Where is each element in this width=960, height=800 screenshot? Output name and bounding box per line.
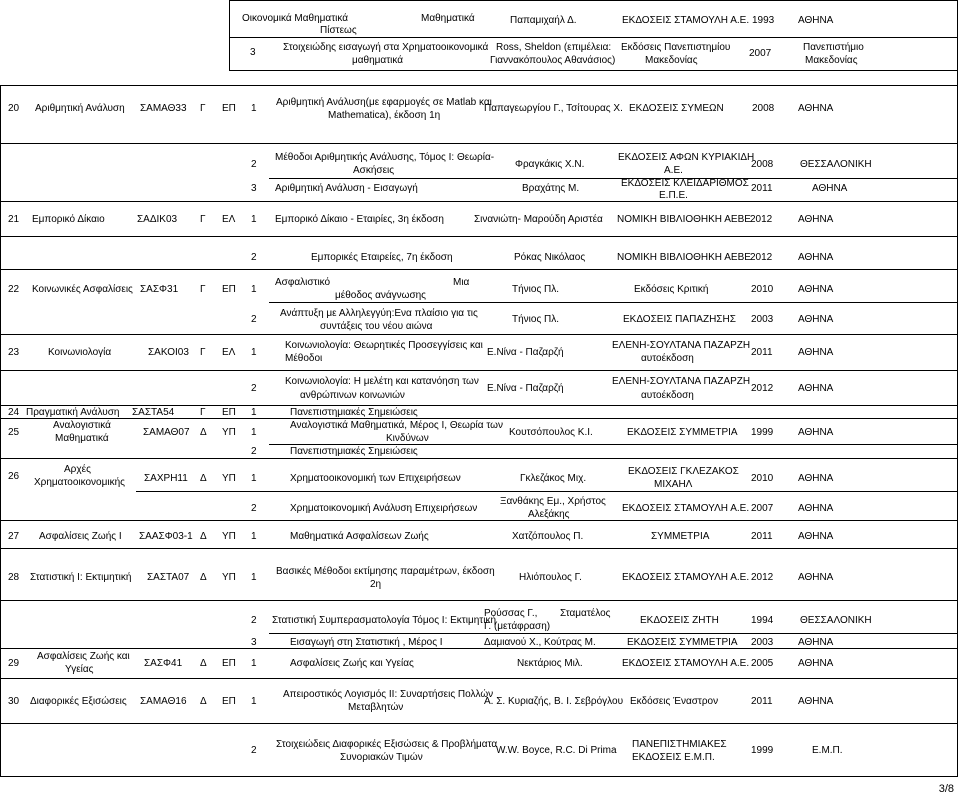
course-category: Δ: [200, 473, 207, 484]
course-name: Αριθμητική Ανάλυση: [35, 103, 125, 114]
book-author: Σινανιώτη- Μαρούδη Αριστέα: [474, 214, 603, 225]
book-year: 1999: [751, 745, 774, 756]
row-divider: [269, 178, 957, 179]
book-title: Χρηματοοικονομική των Επιχειρήσεων: [290, 473, 461, 484]
course-category: Δ: [200, 572, 207, 583]
book-author: Ξανθάκης Εμ., Χρήστος: [500, 496, 606, 507]
row-divider: [0, 85, 957, 86]
book-title: Κοινωνιολογία: Θεωρητικές Προσεγγίσεις και: [285, 340, 483, 351]
course-index: 23: [8, 347, 20, 358]
book-year: 1994: [751, 615, 774, 626]
book-author: Ε.Νίνα - Παζαρζή: [487, 383, 564, 394]
book-author: Ρούσσας Γ.,: [484, 608, 538, 619]
book-city: ΑΘΗΝΑ: [798, 658, 834, 669]
column-divider: [0, 85, 1, 777]
book-number: 2: [251, 159, 257, 170]
row-divider: [0, 370, 957, 371]
book-city: ΑΘΗΝΑ: [798, 383, 834, 394]
book-city: ΑΘΗΝΑ: [798, 347, 834, 358]
course-index: 29: [8, 658, 20, 669]
book-year: 2008: [752, 103, 775, 114]
book-city: ΑΘΗΝΑ: [798, 572, 834, 583]
course-type: ΕΠ: [222, 658, 236, 669]
course-type: ΕΛ: [222, 214, 236, 225]
book-title: Στοιχειώδεις Διαφορικές Εξισώσεις & Προβλήματα: [276, 739, 498, 750]
book-year: 2003: [751, 314, 774, 325]
book-publisher: ΕΚΔΟΣΕΙΣ ΓΚΛΕΖΑΚΟΣ: [628, 466, 739, 477]
book-number: 1: [251, 696, 257, 707]
book-author: Ross, Sheldon (επιμέλεια:: [496, 42, 612, 53]
book-title: Μια: [453, 277, 470, 288]
book-city: ΑΘΗΝΑ: [798, 637, 834, 648]
book-title: Χρηματοικονομική Ανάλυση Επιχειρήσεων: [290, 503, 478, 514]
book-title: Μέθοδοι: [285, 353, 323, 364]
top-border: [229, 0, 957, 1]
course-index: 21: [8, 214, 20, 225]
book-publisher: ΕΚΔΟΣΕΙΣ ΖΗΤΗ: [640, 615, 719, 626]
book-city: Μακεδονίας: [805, 55, 858, 66]
course-name: Ασφαλίσεις Ζωής και: [37, 651, 130, 662]
book-title: Πανεπιστημιακές Σημειώσεις: [290, 446, 418, 457]
book-author: Γκλεζάκος Μιχ.: [520, 473, 587, 484]
book-publisher: ΠΑΝΕΠΙΣΤΗΜΙΑΚΕΣ: [632, 739, 727, 750]
book-publisher: αυτοέκδοση: [641, 390, 694, 401]
book-author: Κουτσόπουλος Κ.Ι.: [509, 427, 593, 438]
book-city: ΑΘΗΝΑ: [798, 103, 834, 114]
course-code: ΣΑΜΑΘ07: [143, 427, 190, 438]
book-year: 2011: [751, 696, 773, 707]
course-category: Δ: [200, 658, 207, 669]
course-index: 24: [8, 407, 20, 418]
book-title: συντάξεις του νέου αιώνα: [320, 321, 433, 332]
book-city: ΑΘΗΝΑ: [798, 427, 834, 438]
row-divider: [229, 70, 957, 71]
book-publisher: ΕΚΔΟΣΕΙΣ Ε.Μ.Π.: [632, 752, 715, 763]
page-number: 3/8: [938, 783, 954, 795]
course-type: ΕΠ: [222, 696, 236, 707]
row-divider: [0, 143, 957, 144]
course-name: Πραγματική Ανάλυση: [26, 407, 120, 418]
book-author: Φραγκάκις Χ.Ν.: [515, 159, 585, 170]
book-year: 2012: [750, 214, 773, 225]
book-number: 1: [251, 427, 257, 438]
course-code: ΣΑΜΑΘ16: [140, 696, 187, 707]
book-title: Πανεπιστημιακές Σημειώσεις: [290, 407, 418, 418]
row-divider: [229, 37, 957, 38]
course-name: Μαθηματικά: [55, 433, 109, 444]
book-number: 2: [251, 503, 257, 514]
book-title: Στατιστική Συμπερασματολογία Τόμος Ι: Εκτιμητική: [272, 615, 497, 626]
book-number: 2: [251, 383, 257, 394]
course-name: Κοινωνιολογία: [48, 347, 112, 358]
book-number: 1: [251, 407, 257, 418]
bottom-border: [0, 776, 957, 777]
row-divider: [0, 458, 957, 459]
course-type: ΥΠ: [222, 531, 236, 542]
book-year: 2012: [751, 383, 774, 394]
book-city: Ε.Μ.Π.: [812, 745, 843, 756]
course-index: 26: [8, 471, 20, 482]
course-code: ΣΑΔΙΚ03: [137, 214, 178, 225]
book-number: 2: [251, 745, 257, 756]
book-city: ΑΘΗΝΑ: [812, 183, 848, 194]
book-title: Εισαγωγή στη Στατιστική , Μέρος Ι: [290, 637, 443, 648]
book-number: 1: [251, 214, 257, 225]
book-publisher: Εκδόσεις Πανεπιστημίου: [621, 42, 731, 53]
course-name: Κοινωνικές Ασφαλίσεις: [32, 284, 133, 295]
book-publisher: ΣΥΜΜΕΤΡΙΑ: [651, 531, 710, 542]
book-number: 1: [251, 658, 257, 669]
book-year: 2007: [749, 48, 772, 59]
book-author: Βραχάτης Μ.: [522, 183, 580, 194]
book-city: ΘΕΣΣΑΛΟΝΙΚΗ: [800, 159, 872, 170]
row-divider: [0, 600, 957, 601]
row-divider: [0, 236, 957, 237]
book-year: 2012: [751, 572, 774, 583]
book-author: Σταματέλος: [560, 608, 611, 619]
row-divider: [269, 633, 957, 634]
course-type: ΥΠ: [222, 427, 236, 438]
book-publisher: ΕΚΔΟΣΕΙΣ ΣΥΜΜΕΤΡΙΑ: [627, 427, 738, 438]
book-title: Βασικές Μέθοδοι εκτίμησης παραμέτρων, έκδοση: [276, 566, 495, 577]
book-year: 1993: [752, 15, 775, 26]
book-publisher: ΕΚΔΟΣΕΙΣ ΑΦΩΝ ΚΥΡΙΑΚΙΔΗ: [618, 152, 755, 163]
book-title: Αριθμητική Ανάλυση - Εισαγωγή: [275, 183, 418, 194]
book-title: Κοινωνιολογία: Η μελέτη και κατανόηση των: [285, 376, 479, 387]
course-index: 28: [8, 572, 20, 583]
course-name: Χρηματοοικονομικής: [34, 477, 125, 488]
course-name: Υγείας: [65, 664, 94, 675]
book-publisher: αυτοέκδοση: [641, 353, 694, 364]
row-divider: [0, 678, 957, 679]
book-title: Mathematica), έκδοση 1η: [328, 110, 441, 121]
book-number: 1: [251, 103, 257, 114]
book-publisher: ΕΛΕΝΗ-ΣΟΥΛΤΑΝΑ ΠΑΖΑΡΖΗ: [612, 340, 751, 351]
book-author: Ρόκας Νικόλαος: [514, 252, 586, 263]
book-title: Εμπορικές Εταιρείες, 7η έκδοση: [311, 252, 453, 263]
book-city: ΑΘΗΝΑ: [798, 214, 834, 225]
course-code: ΣΑΣΤΑ07: [147, 572, 190, 583]
book-title: Μαθηματικά: [421, 13, 475, 24]
book-year: 2010: [751, 473, 774, 484]
course-type: ΕΠ: [222, 284, 236, 295]
book-year: 1999: [751, 427, 774, 438]
book-city: ΑΘΗΝΑ: [798, 15, 834, 26]
book-title: Συνοριακών Τιμών: [340, 752, 423, 763]
course-type: ΕΛ: [222, 347, 236, 358]
book-city: ΑΘΗΝΑ: [798, 531, 834, 542]
course-name: Αναλογιστικά: [53, 420, 111, 431]
course-category: Γ: [200, 284, 206, 295]
book-year: 2011: [751, 347, 773, 358]
book-title: Ασκήσεις: [353, 165, 395, 176]
row-divider: [0, 723, 957, 724]
row-divider: [0, 548, 957, 549]
book-city: ΑΘΗΝΑ: [798, 503, 834, 514]
book-title: Εμπορικό Δίκαιο - Εταιρίες, 3η έκδοση: [275, 214, 444, 225]
row-divider: [0, 269, 957, 270]
course-type: ΥΠ: [222, 473, 236, 484]
course-type: ΥΠ: [222, 572, 236, 583]
book-publisher: ΕΚΔΟΣΕΙΣ ΣΤΑΜΟΥΛΗ Α.Ε.: [622, 503, 750, 514]
book-title: 2η: [370, 579, 382, 590]
book-publisher: ΕΚΔΟΣΕΙΣ ΣΥΜΕΩΝ: [629, 103, 724, 114]
course-name: Ασφαλίσεις Ζωής Ι: [39, 531, 122, 542]
book-author: Ηλιόπουλος Γ.: [519, 572, 582, 583]
book-author: Τήνιος Πλ.: [512, 314, 560, 325]
book-title: Αριθμητική Ανάλυση(με εφαρμογές σε Matlab και: [276, 97, 492, 108]
book-title: Πίστεως: [320, 25, 357, 36]
column-divider: [957, 0, 958, 777]
book-city: Πανεπιστήμιο: [803, 42, 864, 53]
book-publisher: ΜΙΧΑΗΛ: [654, 479, 693, 490]
book-number: 2: [251, 252, 257, 263]
course-name: Αρχές: [64, 464, 91, 475]
book-publisher: Μακεδονίας: [645, 55, 698, 66]
book-title: Ασφαλίσεις Ζωής και Υγείας: [290, 658, 414, 669]
book-publisher: ΝΟΜΙΚΗ ΒΙΒΛΙΟΘΗΚΗ ΑΕΒΕ: [617, 214, 751, 225]
book-city: ΑΘΗΝΑ: [798, 473, 834, 484]
course-code: ΣΑΣΤΑ54: [132, 407, 175, 418]
book-publisher: ΕΚΔΟΣΕΙΣ ΚΛΕΙΔΑΡΙΘΜΟΣ: [621, 178, 749, 189]
book-title: Στοιχειώδης εισαγωγή στα Χρηματοοικονομικά: [283, 42, 489, 53]
book-number: 1: [251, 473, 257, 484]
book-author: W.W. Boyce, R.C. Di Prima: [496, 745, 617, 756]
book-year: 2010: [751, 284, 774, 295]
book-title: μαθηματικά: [352, 55, 404, 66]
book-number: 3: [251, 637, 257, 648]
course-category: Δ: [200, 427, 207, 438]
row-divider: [269, 302, 957, 303]
book-title: Μεταβλητών: [348, 702, 404, 713]
course-category: Δ: [200, 696, 207, 707]
book-number: 2: [251, 446, 257, 457]
book-title: Μέθοδοι Αριθμητικής Ανάλυσης, Τόμος Ι: Θεωρία-: [275, 152, 495, 163]
book-title: Οικονομικά Μαθηματικά: [242, 13, 349, 24]
book-title: Απειροστικός Λογισμός ΙΙ: Συναρτήσεις Πολλών: [283, 689, 494, 700]
book-publisher: Εκδόσεις Έναστρον: [630, 696, 719, 707]
course-category: Γ: [200, 103, 206, 114]
book-city: ΑΘΗΝΑ: [798, 252, 834, 263]
book-publisher: ΕΚΔΟΣΕΙΣ ΣΤΑΜΟΥΛΗ Α.Ε.: [622, 572, 750, 583]
row-divider: [0, 520, 957, 521]
course-code: ΣΑΣΦ31: [140, 284, 179, 295]
course-index: 22: [8, 284, 20, 295]
book-title: Κινδύνων: [386, 433, 429, 444]
book-publisher: ΕΚΔΟΣΕΙΣ ΣΤΑΜΟΥΛΗ Α.Ε.: [622, 15, 750, 26]
book-title: Ασφαλιστικό: [275, 277, 331, 288]
book-author: Νεκτάριος Μιλ.: [517, 658, 583, 669]
book-year: 2011: [751, 183, 773, 194]
course-category: Γ: [200, 214, 206, 225]
book-publisher: ΝΟΜΙΚΗ ΒΙΒΛΙΟΘΗΚΗ ΑΕΒΕ: [617, 252, 751, 263]
book-number: 1: [251, 572, 257, 583]
book-title: ανθρώπινων κοινωνιών: [300, 390, 405, 401]
book-publisher: Εκδόσεις Κριτική: [634, 284, 709, 295]
course-index: 27: [8, 531, 20, 542]
book-author: Παπαμιχαήλ Δ.: [510, 15, 577, 26]
book-city: ΑΘΗΝΑ: [798, 314, 834, 325]
course-code: ΣΑΣΦ41: [144, 658, 183, 669]
course-name: Εμπορικό Δίκαιο: [32, 214, 105, 225]
book-city: ΑΘΗΝΑ: [798, 696, 834, 707]
book-author: Παπαγεωργίου Γ., Τσίτουρας Χ.: [484, 103, 623, 114]
book-number: 1: [251, 347, 257, 358]
row-divider: [0, 334, 957, 335]
book-number: 1: [251, 284, 257, 295]
book-number: 3: [251, 183, 257, 194]
book-author: Τήνιος Πλ.: [512, 284, 560, 295]
book-publisher: Α.Ε.: [664, 165, 683, 176]
book-author: Αλεξάκης: [528, 509, 570, 520]
book-author: Α. Σ. Κυριαζής, Β. Ι. Σεβρόγλου: [484, 696, 624, 707]
book-year: 2008: [751, 159, 774, 170]
book-year: 2011: [751, 531, 773, 542]
row-divider: [0, 201, 957, 202]
book-title: Αναλογιστικά Μαθηματικά, Μέρος Ι, Θεωρία των: [290, 420, 503, 431]
book-author: Ε.Νίνα - Παζαρζή: [487, 347, 564, 358]
book-publisher: Ε.Π.Ε.: [659, 190, 688, 201]
book-author: Δαμιανού Χ., Κούτρας Μ.: [484, 637, 596, 648]
book-author: Χατζόπουλος Π.: [512, 531, 584, 542]
book-publisher: ΕΚΔΟΣΕΙΣ ΠΑΠΑΖΗΣΗΣ: [623, 314, 736, 325]
course-code: ΣΑΜΑΘ33: [140, 103, 187, 114]
book-publisher: ΕΛΕΝΗ-ΣΟΥΛΤΑΝΑ ΠΑΖΑΡΖΗ: [612, 376, 751, 387]
course-category: Γ: [200, 407, 206, 418]
book-city: ΘΕΣΣΑΛΟΝΙΚΗ: [800, 615, 872, 626]
book-number: 3: [250, 47, 256, 58]
course-category: Γ: [200, 347, 206, 358]
course-index: 20: [8, 103, 20, 114]
course-code: ΣΑΑΣΦ03-1: [139, 531, 193, 542]
book-publisher: ΕΚΔΟΣΕΙΣ ΣΥΜΜΕΤΡΙΑ: [627, 637, 738, 648]
course-code: ΣΑΚΟΙ03: [148, 347, 189, 358]
book-year: 2007: [751, 503, 774, 514]
book-author: Γ. (μετάφραση): [484, 621, 551, 632]
book-number: 2: [251, 314, 257, 325]
book-year: 2005: [751, 658, 774, 669]
book-number: 1: [251, 531, 257, 542]
book-number: 2: [251, 615, 257, 626]
course-category: Δ: [200, 531, 207, 542]
book-title: Μαθηματικά Ασφαλίσεων Ζωής: [290, 531, 429, 542]
row-divider: [136, 491, 957, 492]
course-type: ΕΠ: [222, 407, 236, 418]
course-name: Διαφορικές Εξισώσεις: [30, 696, 127, 707]
course-name: Στατιστική Ι: Εκτιμητική: [30, 572, 132, 583]
book-publisher: ΕΚΔΟΣΕΙΣ ΣΤΑΜΟΥΛΗ Α.Ε.: [622, 658, 750, 669]
book-city: ΑΘΗΝΑ: [798, 284, 834, 295]
book-year: 2012: [750, 252, 773, 263]
course-index: 30: [8, 696, 20, 707]
column-divider: [229, 0, 230, 70]
course-code: ΣΑΧΡΗ11: [144, 473, 188, 484]
book-title: μέθοδος ανάγνωσης: [335, 290, 426, 301]
book-year: 2003: [751, 637, 774, 648]
book-title: Ανάπτυξη με Αλληλεγγύη:Ενα πλαίσιο για τις: [280, 308, 478, 319]
course-type: ΕΠ: [222, 103, 236, 114]
course-index: 25: [8, 427, 20, 438]
book-author: Γιαννακόπουλος Αθανάσιος): [490, 55, 616, 66]
